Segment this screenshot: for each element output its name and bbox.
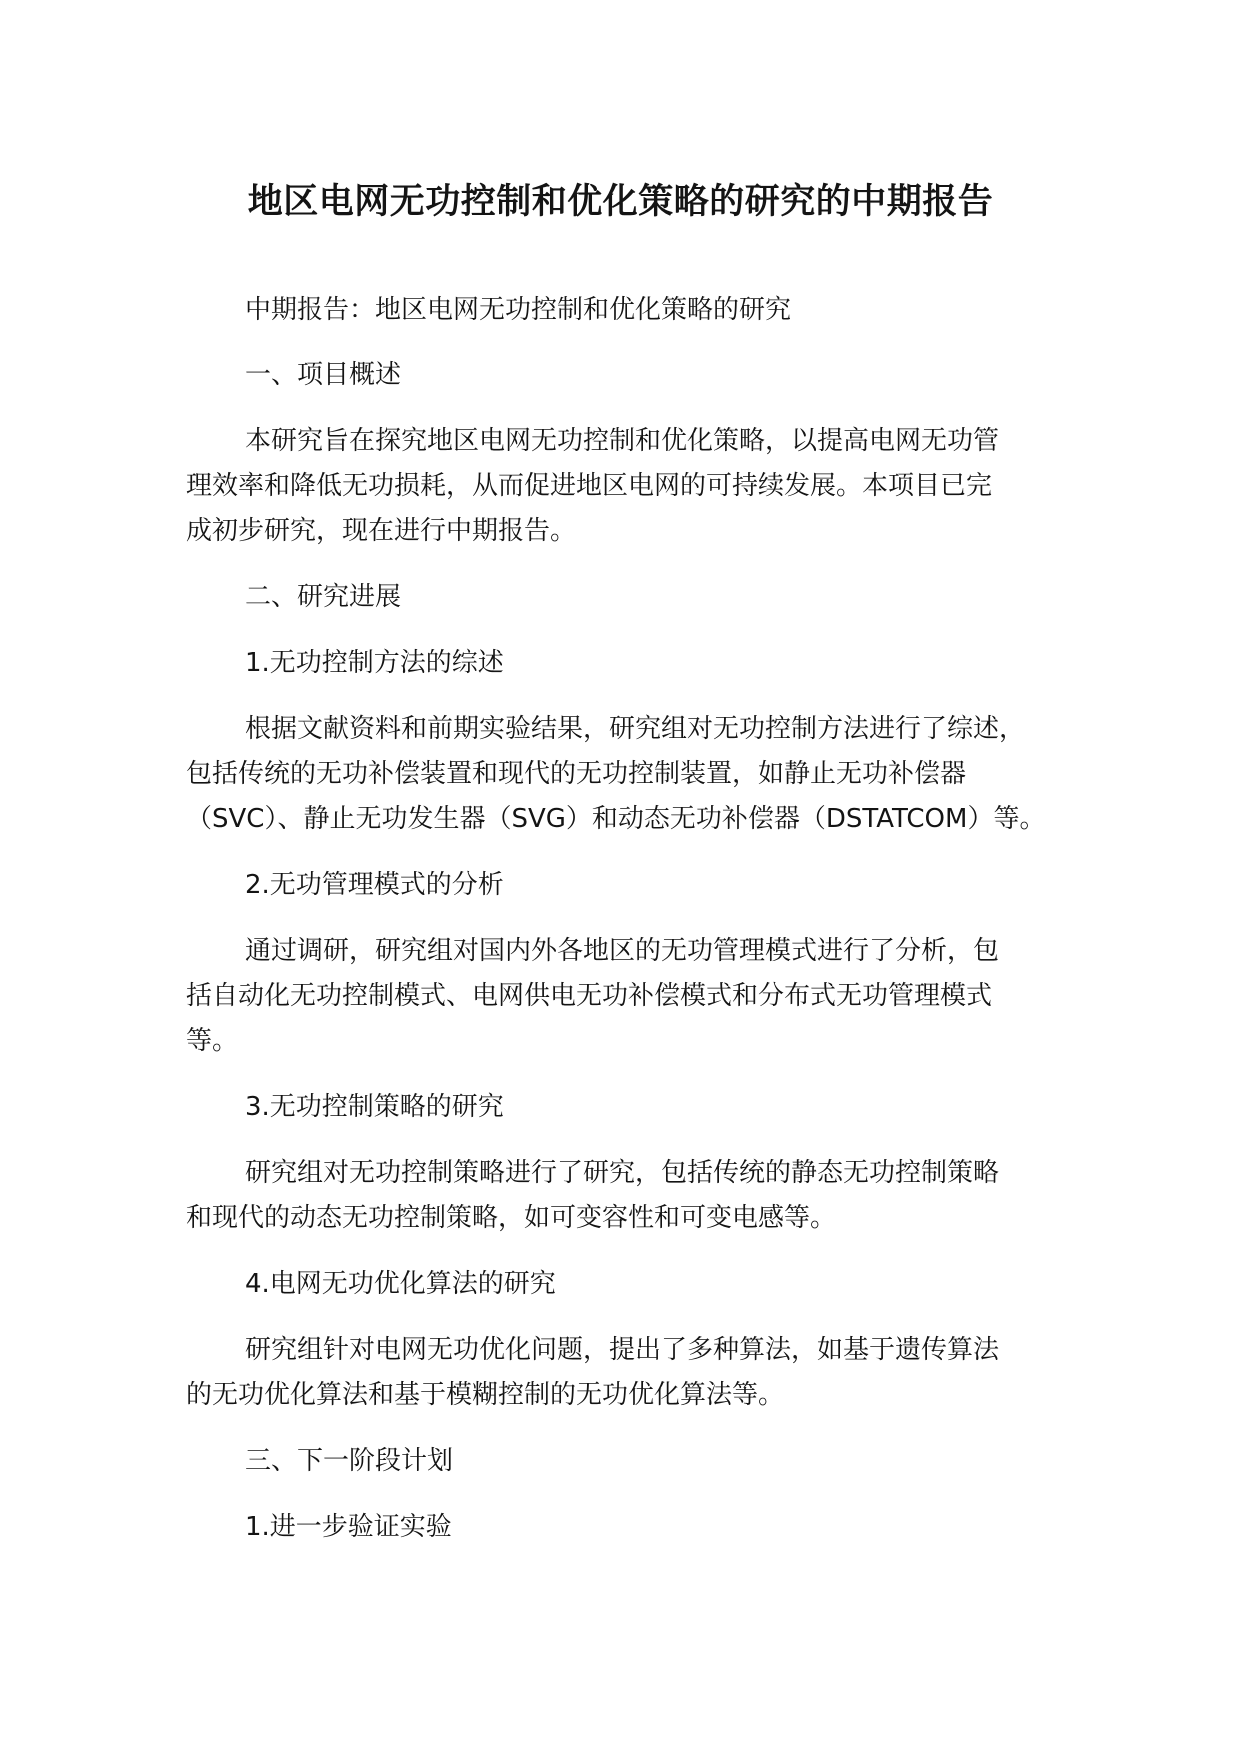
- subsection-heading: 2.无功管理模式的分析: [245, 870, 504, 900]
- paragraph-line: 等。: [186, 1026, 239, 1056]
- section-heading-2: 二、研究进展: [245, 582, 402, 612]
- paragraph-line: （SVC）、静止无功发生器（SVG）和动态无功补偿器（DSTATCOM）等。: [186, 804, 1046, 834]
- subsection-heading: 4.电网无功优化算法的研究: [245, 1269, 556, 1299]
- paragraph-line: 括自动化无功控制模式、电网供电无功补偿模式和分布式无功管理模式: [186, 981, 993, 1011]
- paragraph-line: 包括传统的无功补偿装置和现代的无功控制装置，如静止无功补偿器: [186, 759, 967, 789]
- paragraph-line: 研究组对无功控制策略进行了研究，包括传统的静态无功控制策略: [245, 1158, 1000, 1188]
- paragraph-line: 的无功优化算法和基于模糊控制的无功优化算法等。: [186, 1380, 785, 1410]
- paragraph-line: 通过调研，研究组对国内外各地区的无功管理模式进行了分析，包: [245, 936, 1000, 966]
- paragraph-line: 研究组针对电网无功优化问题，提出了多种算法，如基于遗传算法: [245, 1335, 1000, 1365]
- paragraph-line: 根据文献资料和前期实验结果，研究组对无功控制方法进行了综述，: [245, 714, 1026, 744]
- paragraph-line: 和现代的动态无功控制策略，如可变容性和可变电感等。: [186, 1203, 837, 1233]
- subsection-heading: 1.进一步验证实验: [245, 1512, 452, 1542]
- section-heading-1: 一、项目概述: [245, 360, 402, 390]
- paragraph-line: 本研究旨在探究地区电网无功控制和优化策略，以提高电网无功管: [245, 426, 1000, 456]
- subtitle-line: 中期报告：地区电网无功控制和优化策略的研究: [245, 295, 792, 325]
- subsection-heading: 1.无功控制方法的综述: [245, 648, 504, 678]
- section-heading-3: 三、下一阶段计划: [245, 1446, 454, 1476]
- document-title: 地区电网无功控制和优化策略的研究的中期报告: [247, 182, 994, 222]
- paragraph-line: 成初步研究，现在进行中期报告。: [186, 516, 577, 546]
- subsection-heading: 3.无功控制策略的研究: [245, 1092, 504, 1122]
- paragraph-line: 理效率和降低无功损耗，从而促进地区电网的可持续发展。本项目已完: [186, 471, 993, 501]
